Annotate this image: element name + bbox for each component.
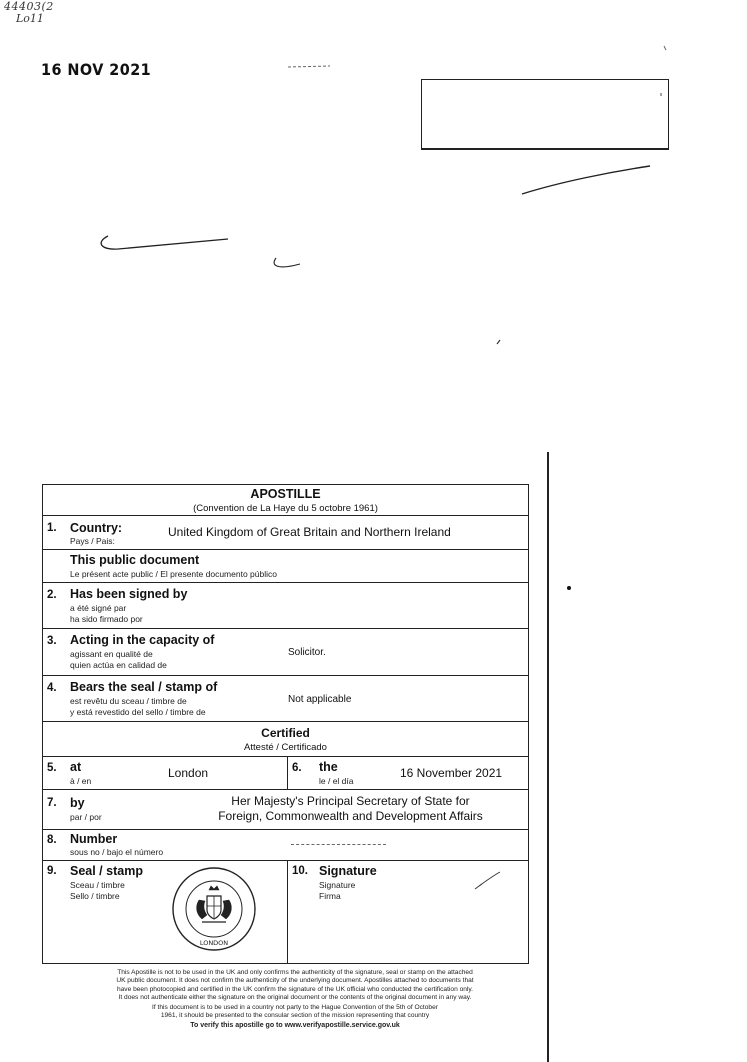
divider xyxy=(287,861,288,963)
handwritten-reference-2: Lo11 xyxy=(16,12,44,25)
pen-stroke-5 xyxy=(664,46,666,50)
issuer-line-2: Foreign, Commonwealth and Development Affairs xyxy=(218,809,483,823)
signed-by-sublabel-es: ha sido firmado por xyxy=(70,614,143,624)
capacity-sublabel-es: quien actúa en calidad de xyxy=(70,660,167,670)
capacity-value: Solicitor. xyxy=(288,647,326,658)
number-label: Number xyxy=(70,832,118,846)
row-public-document xyxy=(43,550,528,583)
pen-stroke-3 xyxy=(101,236,228,249)
signature-sublabel-es: Firma xyxy=(319,891,341,901)
apostille-disclaimer xyxy=(60,969,530,1030)
seal-stamp-label: Seal / stamp xyxy=(70,864,143,878)
disclaimer-line: This Apostille is not to be used in the UK and only confirms the authenticity of the signature, seal or stamp on the attached xyxy=(117,969,473,976)
field-number: 8. xyxy=(47,834,57,846)
row-signed-by xyxy=(43,583,528,629)
pen-marks xyxy=(0,0,747,460)
at-label: at xyxy=(70,760,82,774)
seal-of-sublabel-es: y está revestido del sello / timbre de xyxy=(70,707,206,717)
signed-by-label: Has been signed by xyxy=(70,587,188,601)
field-number: 6. xyxy=(292,762,302,774)
pen-stroke-1 xyxy=(288,66,330,67)
page-edge-line xyxy=(547,452,549,1062)
date-sublabel: le / el día xyxy=(319,776,354,786)
number-sublabel: sous no / bajo el número xyxy=(70,847,164,857)
field-number: 4. xyxy=(47,682,57,694)
by-sublabel: par / por xyxy=(70,812,102,822)
fcdo-seal xyxy=(171,866,257,952)
disclaimer-line: UK public document. It does not confirm the authenticity of the underlying document. Apostilles attached to documents that xyxy=(116,977,474,985)
field-number: 7. xyxy=(47,797,57,809)
row-country xyxy=(43,516,528,550)
apostille-title: APOSTILLE xyxy=(250,487,321,501)
number-redacted xyxy=(291,844,386,845)
row-place-date xyxy=(43,757,528,790)
row-seal-of xyxy=(43,676,528,722)
row-number xyxy=(43,830,528,861)
signed-by-sublabel-fr: a été signé par xyxy=(70,603,127,613)
royal-coat-of-arms-icon xyxy=(197,886,232,922)
by-label: by xyxy=(70,796,85,810)
pen-stroke-4 xyxy=(274,258,300,267)
signature-label: Signature xyxy=(319,864,377,878)
date-stamp: 16 NOV 2021 xyxy=(41,60,152,79)
verify-link-text: To verify this apostille go to www.verifyapostille.service.gov.uk xyxy=(190,1021,400,1029)
disclaimer-line: 1961, it should be presented to the consular section of the mission representing that country xyxy=(160,1012,430,1020)
country-label: Country: xyxy=(70,521,123,535)
row-seal-signature xyxy=(43,861,528,963)
field-number: 5. xyxy=(47,762,57,774)
apostille-certificate xyxy=(42,484,529,964)
seal-stamp-sublabel-fr: Sceau / timbre xyxy=(70,880,125,890)
disclaimer-line: have been photocopied and certified in the UK confirm the signature of the UK official who conducted the certification only. xyxy=(116,985,474,993)
country-value: United Kingdom of Great Britain and Northern Ireland xyxy=(168,525,451,539)
seal-city-text: LONDON xyxy=(199,939,229,947)
pen-stroke-6 xyxy=(497,340,500,344)
country-sublabel: Pays / Pais: xyxy=(70,536,115,546)
seal-of-value: Not applicable xyxy=(288,694,352,705)
field-number: 3. xyxy=(47,635,57,647)
date-label: the xyxy=(319,760,338,774)
field-number: 1. xyxy=(47,522,57,534)
pen-stroke-2 xyxy=(522,166,650,194)
certified-label: Certified xyxy=(261,726,310,740)
date-value: 16 November 2021 xyxy=(400,766,503,780)
certified-sublabel: Attesté / Certificado xyxy=(244,742,327,753)
convention-text: (Convention de La Haye du 5 octobre 1961) xyxy=(193,503,378,514)
seal-of-label: Bears the seal / stamp of xyxy=(70,680,218,694)
field-number: 10. xyxy=(292,865,308,877)
capacity-label: Acting in the capacity of xyxy=(70,633,215,647)
ink-dot xyxy=(567,586,571,590)
capacity-sublabel-fr: agissant en qualité de xyxy=(70,649,153,659)
row-issued-by xyxy=(43,790,528,830)
row-certified xyxy=(43,722,528,757)
seal-of-sublabel-fr: est revêtu du sceau / timbre de xyxy=(70,696,187,706)
disclaimer-line: If this document is to be used in a country not party to the Hague Convention of the 5th of October xyxy=(152,1004,438,1012)
place-value: London xyxy=(168,766,209,780)
issuer-line-1: Her Majesty's Principal Secretary of State for xyxy=(231,794,470,808)
public-document-label: This public document xyxy=(70,553,200,567)
field-number: 2. xyxy=(47,589,57,601)
handwritten-reference: 44403(2 xyxy=(4,0,54,13)
field-number: 9. xyxy=(47,865,57,877)
signature-sublabel-fr: Signature xyxy=(319,880,356,890)
handwritten-signature xyxy=(473,869,503,893)
row-capacity xyxy=(43,629,528,676)
apostille-header xyxy=(43,485,528,516)
divider xyxy=(287,757,288,789)
at-sublabel: à / en xyxy=(70,776,92,786)
disclaimer-line: It does not authenticate either the signature on the original document or the contents of the original document in any way. xyxy=(118,993,472,1001)
public-document-sublabel: Le présent acte public / El presente documento público xyxy=(70,569,277,579)
seal-stamp-sublabel-es: Sello / timbre xyxy=(70,891,120,901)
